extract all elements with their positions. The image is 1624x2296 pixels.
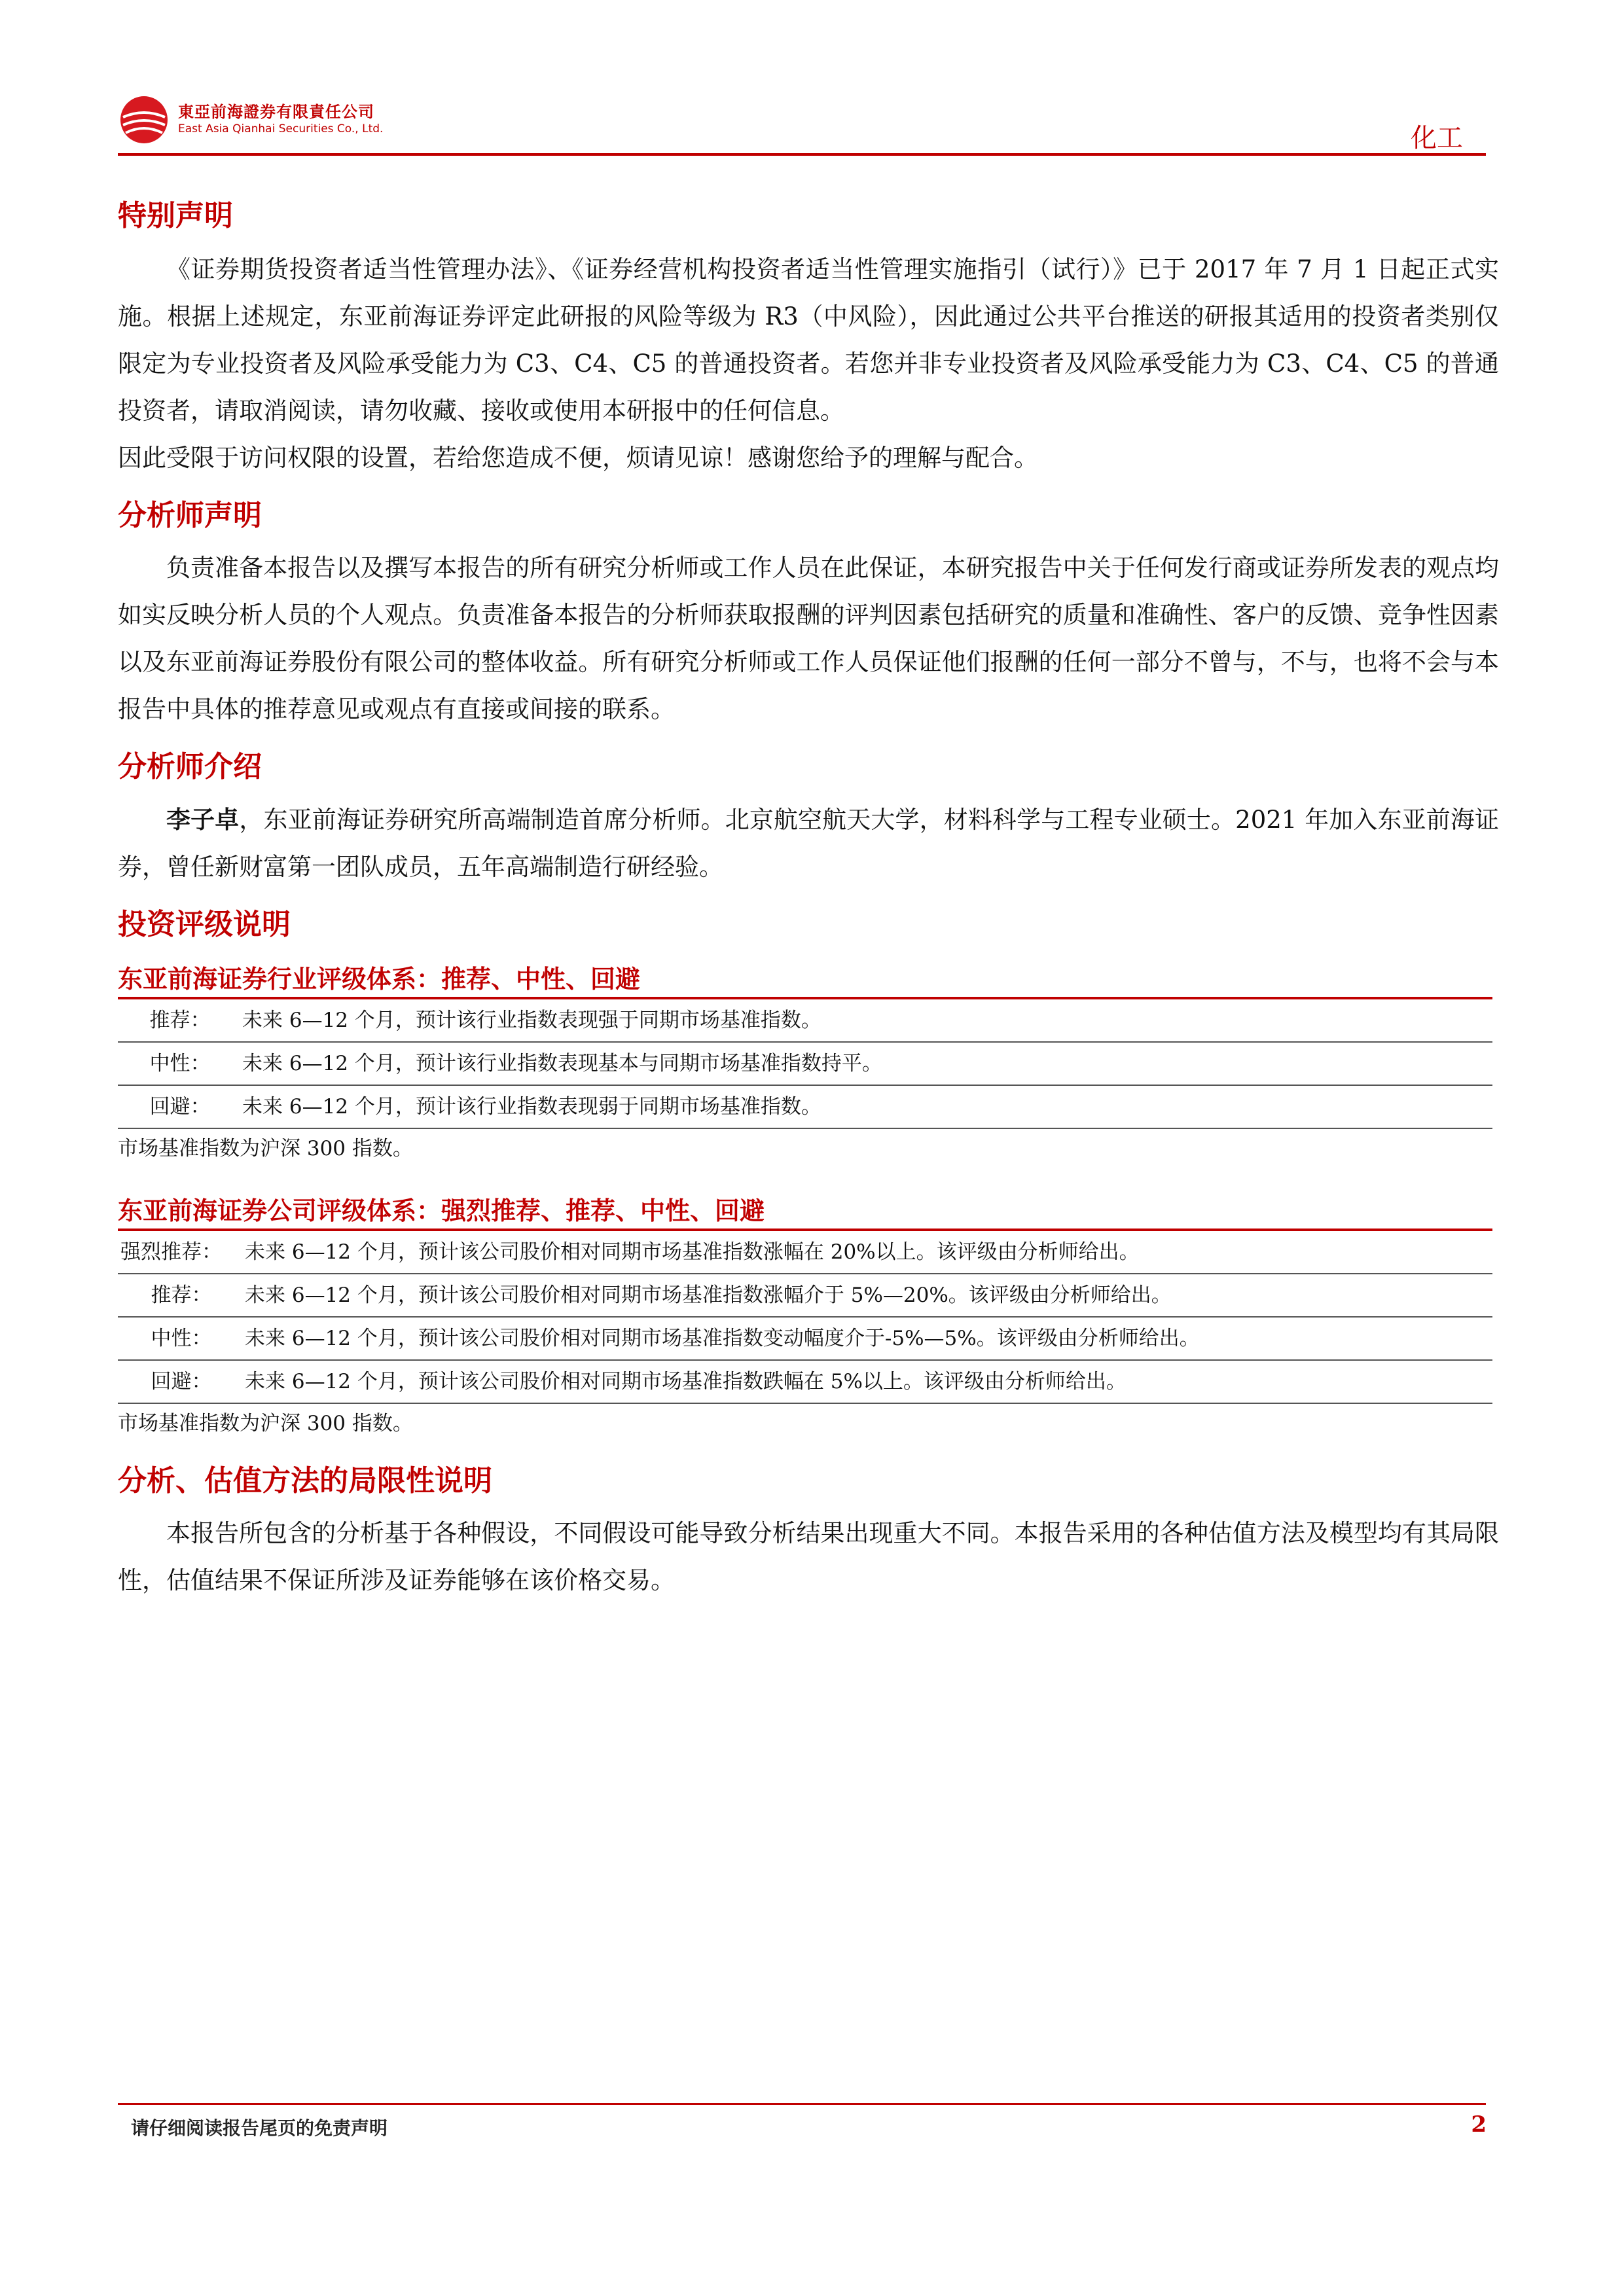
rating-label: 回避： xyxy=(118,1085,242,1128)
limitations-para: 本报告所包含的分析基于各种假设，不同假设可能导致分析结果出现重大不同。本报告采用的各种估值方法及模型均有其局限性，估值结果不保证所涉及证券能够在该价格交易。 xyxy=(118,1519,1499,1594)
table-row xyxy=(118,1042,1492,1085)
ratings-title: 投资评级说明 xyxy=(118,908,291,941)
company-benchmark-note: 市场基准指数为沪深 300 指数。 xyxy=(118,1412,413,1435)
rating-text: 未来 6—12 个月，预计该公司股价相对同期市场基准指数变动幅度介于-5%—5%。该评级由分析师给出。 xyxy=(245,1317,1492,1360)
industry-rating-table xyxy=(118,997,1492,1129)
company-name-en: East Asia Qianhai Securities Co., Ltd. xyxy=(178,122,384,135)
analyst-intro-para xyxy=(118,796,1499,891)
sector-label: 化工 xyxy=(1411,123,1463,153)
table-row xyxy=(118,1360,1492,1403)
table-row xyxy=(118,1230,1492,1274)
rating-label: 中性： xyxy=(118,1317,245,1360)
industry-rating-heading: 东亚前海证券行业评级体系：推荐、中性、回避 xyxy=(118,965,641,994)
rating-text: 未来 6—12 个月，预计该公司股价相对同期市场基准指数涨幅介于 5%—20%。该评级由分析师给出。 xyxy=(245,1274,1492,1317)
analyst-name: 李子卓 xyxy=(166,805,240,834)
table-row xyxy=(118,1085,1492,1128)
special-statement-title: 特别声明 xyxy=(118,199,233,232)
rating-text: 未来 6—12 个月，预计该公司股价相对同期市场基准指数跌幅在 5%以上。该评级由分析师给出。 xyxy=(245,1360,1492,1403)
industry-benchmark-note: 市场基准指数为沪深 300 指数。 xyxy=(118,1137,413,1160)
limitations-title: 分析、估值方法的局限性说明 xyxy=(118,1464,492,1498)
main-content xyxy=(118,196,1499,1604)
page-number: 2 xyxy=(1471,2111,1487,2138)
company-rating-table xyxy=(118,1229,1492,1404)
page-header xyxy=(118,88,1486,162)
header-divider xyxy=(118,153,1486,156)
company-rating-heading: 东亚前海证券公司评级体系：强烈推荐、推荐、中性、回避 xyxy=(118,1196,765,1225)
analyst-intro-text: ，东亚前海证券研究所高端制造首席分析师。北京航空航天大学，材料科学与工程专业硕士。2021 年加入东亚前海证券，曾任新财富第一团队成员，五年高端制造行研经验。 xyxy=(118,806,1500,881)
rating-text: 未来 6—12 个月，预计该行业指数表现强于同期市场基准指数。 xyxy=(242,998,1492,1042)
rating-text: 未来 6—12 个月，预计该行业指数表现基本与同期市场基准指数持平。 xyxy=(242,1042,1492,1085)
analyst-intro-title: 分析师介绍 xyxy=(118,750,262,783)
footer-disclaimer-note: 请仔细阅读报告尾页的免责声明 xyxy=(131,2117,388,2139)
rating-text: 未来 6—12 个月，预计该公司股价相对同期市场基准指数涨幅在 20%以上。该评级由分析师给出。 xyxy=(245,1230,1492,1274)
analyst-statement-title: 分析师声明 xyxy=(118,499,262,532)
table-row xyxy=(118,998,1492,1042)
rating-label: 推荐： xyxy=(118,998,242,1042)
analyst-statement-para: 负责准备本报告以及撰写本报告的所有研究分析师或工作人员在此保证，本研究报告中关于任何发行商或证券所发表的观点均如实反映分析人员的个人观点。负责准备本报告的分析师获取报酬的评判因素包括研究的质量和准确性、客户的反馈、竞争性因素以及东亚前海证券股份有限公司的整体收益。所有研究分析师或工作人员保证他们报酬的任何一部分不曾与，不与，也将不会与本报告中具体的推荐意见或观点有直接或间接的联系。 xyxy=(118,554,1499,723)
rating-text: 未来 6—12 个月，预计该行业指数表现弱于同期市场基准指数。 xyxy=(242,1085,1492,1128)
special-statement-para-1: 《证券期货投资者适当性管理办法》、《证券经营机构投资者适当性管理实施指引（试行）》已于 2017 年 7 月 1 日起正式实施。根据上述规定，东亚前海证券评定此研报的风险等级为 R3（中风险），因此通过公共平台推送的研报其适用的投资者类别仅限定为专业投资者及风险承受能力为 C3、C4、C5 的普通投资者。若您并非专业投资者及风险承受能力为 C3、C4、C5 的普通投资者，请取消阅读，请勿收藏、接收或使用本研报中的任何信息。 xyxy=(118,255,1499,425)
rating-label: 强烈推荐： xyxy=(118,1230,245,1274)
rating-label: 回避： xyxy=(118,1360,245,1403)
company-logo-icon xyxy=(118,94,170,146)
table-row xyxy=(118,1274,1492,1317)
company-name-cn: 東亞前海證券有限責任公司 xyxy=(178,103,374,121)
footer-divider xyxy=(118,2103,1486,2105)
rating-label: 中性： xyxy=(118,1042,242,1085)
special-statement-para-2: 因此受限于访问权限的设置，若给您造成不便，烦请见谅！感谢您给予的理解与配合。 xyxy=(118,444,1038,472)
table-row xyxy=(118,1317,1492,1360)
rating-label: 推荐： xyxy=(118,1274,245,1317)
